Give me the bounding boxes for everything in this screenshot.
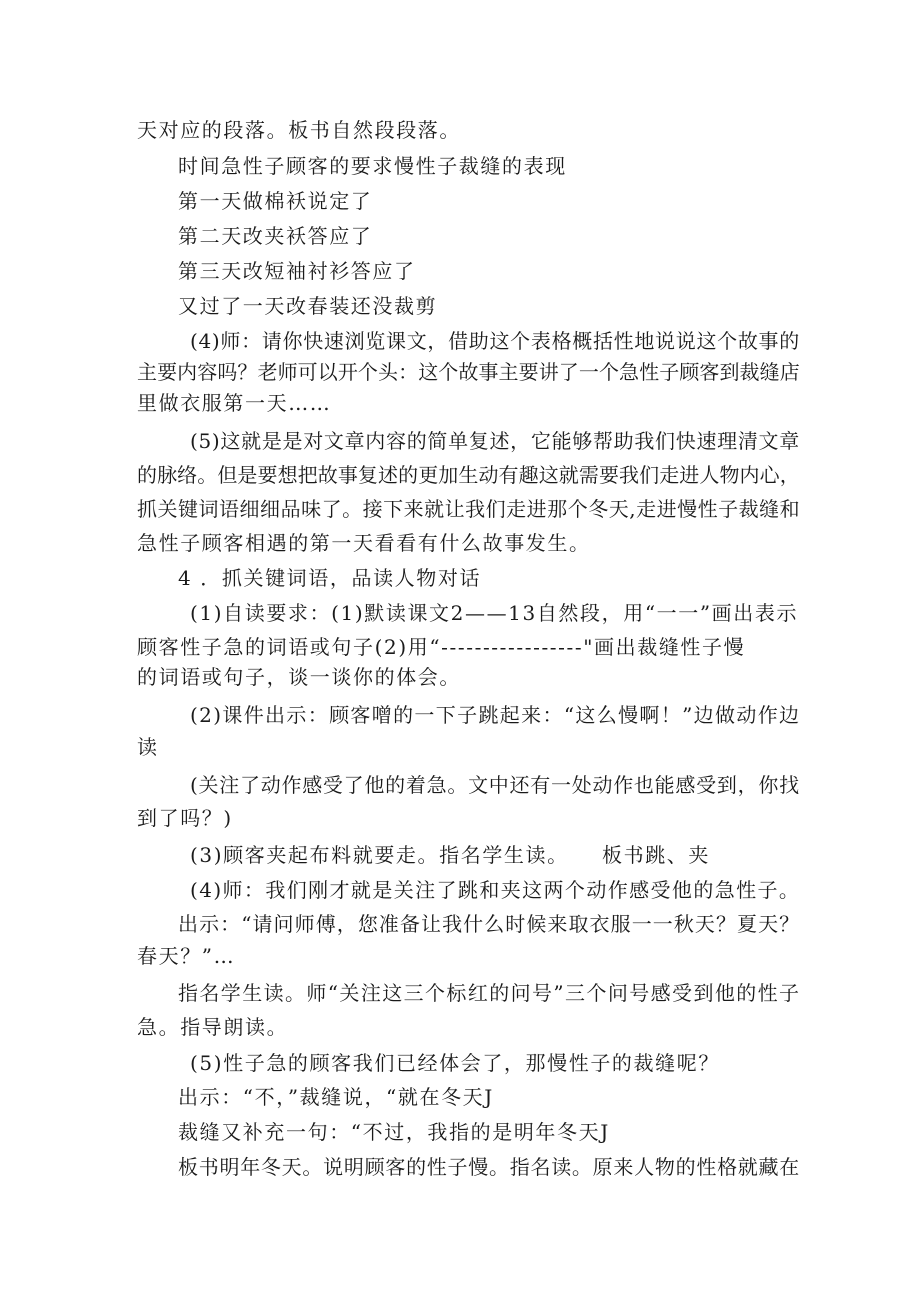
table-row-line: 第一天做棉袄说定了	[178, 189, 373, 213]
text-line: 春天？”…	[137, 944, 236, 968]
text-line: (5)这就是是对文章内容的简单复述，它能够帮助我们快速理清文章	[190, 429, 800, 453]
text-line: 出示：“请问师傅，您准备让我什么时候来取衣服一一秋天？夏天？	[178, 912, 801, 936]
table-row-line: 又过了一天改春装还没裁剪	[178, 294, 438, 318]
text-line: 的脉络。但是要想把故事复述的更加生动有趣这就需要我们走进人物内心，	[137, 463, 800, 487]
text-line: (2)课件出示：顾客噌的一下子跳起来：“这么慢啊！”边做动作边	[190, 703, 801, 727]
text-line: 里做衣服第一天……	[137, 391, 332, 415]
text-line: (5)性子急的顾客我们已经体会了，那慢性子的裁缝呢？	[190, 1051, 720, 1075]
text-line: 裁缝又补充一句：“不过，我指的是明年冬天J	[178, 1120, 610, 1144]
text-line: 的词语或句子，谈一谈你的体会。	[137, 665, 461, 689]
text-line: (关注了动作感受了他的着急。文中还有一处动作也能感受到，你找	[190, 773, 800, 797]
text-line: 读	[137, 735, 159, 759]
text-line: 到了吗？)	[137, 806, 233, 830]
text-line: 板书明年冬天。说明顾客的性子慢。指名读。原来人物的性格就藏在	[178, 1155, 800, 1179]
table-row-line: 第三天改短袖衬衫答应了	[178, 259, 416, 283]
text-line: 主要内容吗？老师可以开个头：这个故事主要讲了一个急性子顾客到裁缝店	[137, 360, 800, 384]
table-header-line: 时间急性子顾客的要求慢性子裁缝的表现	[178, 154, 567, 178]
text-line: 抓关键词语细细品味了。接下来就让我们走进那个冬天,走进慢性子裁缝和	[137, 497, 801, 521]
table-row-line: 第二天改夹袄答应了	[178, 224, 373, 248]
text-line: 急。指导朗读。	[137, 1015, 289, 1039]
text-line: 急性子顾客相遇的第一天看看有什么故事发生。	[137, 531, 591, 555]
board-note: 板书跳、夹	[602, 843, 710, 867]
text-line: (3)顾客夹起布料就要走。指名学生读。	[190, 843, 569, 867]
text-line: (4)师：请你快速浏览课文，借助这个表格概括性地说说这个故事的	[190, 329, 800, 353]
text-line: (1)自读要求：(1)默读课文2——13自然段，用“一一”画出表示	[190, 601, 799, 625]
text-line: 顾客性子急的词语或句子(2)用“-----------------"画出裁缝性子慢	[137, 635, 746, 659]
text-line: 出示：“不，”裁缝说，“就在冬天J	[178, 1085, 494, 1109]
section-heading: 4 ．抓关键词语，品读人物对话	[178, 566, 482, 590]
text-line: (4)师：我们刚才就是关注了跳和夹这两个动作感受他的急性子。	[190, 878, 801, 902]
text-line: 指名学生读。师“关注这三个标红的问号”三个问号感受到他的性子	[178, 981, 801, 1005]
text-line: 天对应的段落。板书自然段段落。	[137, 118, 461, 142]
